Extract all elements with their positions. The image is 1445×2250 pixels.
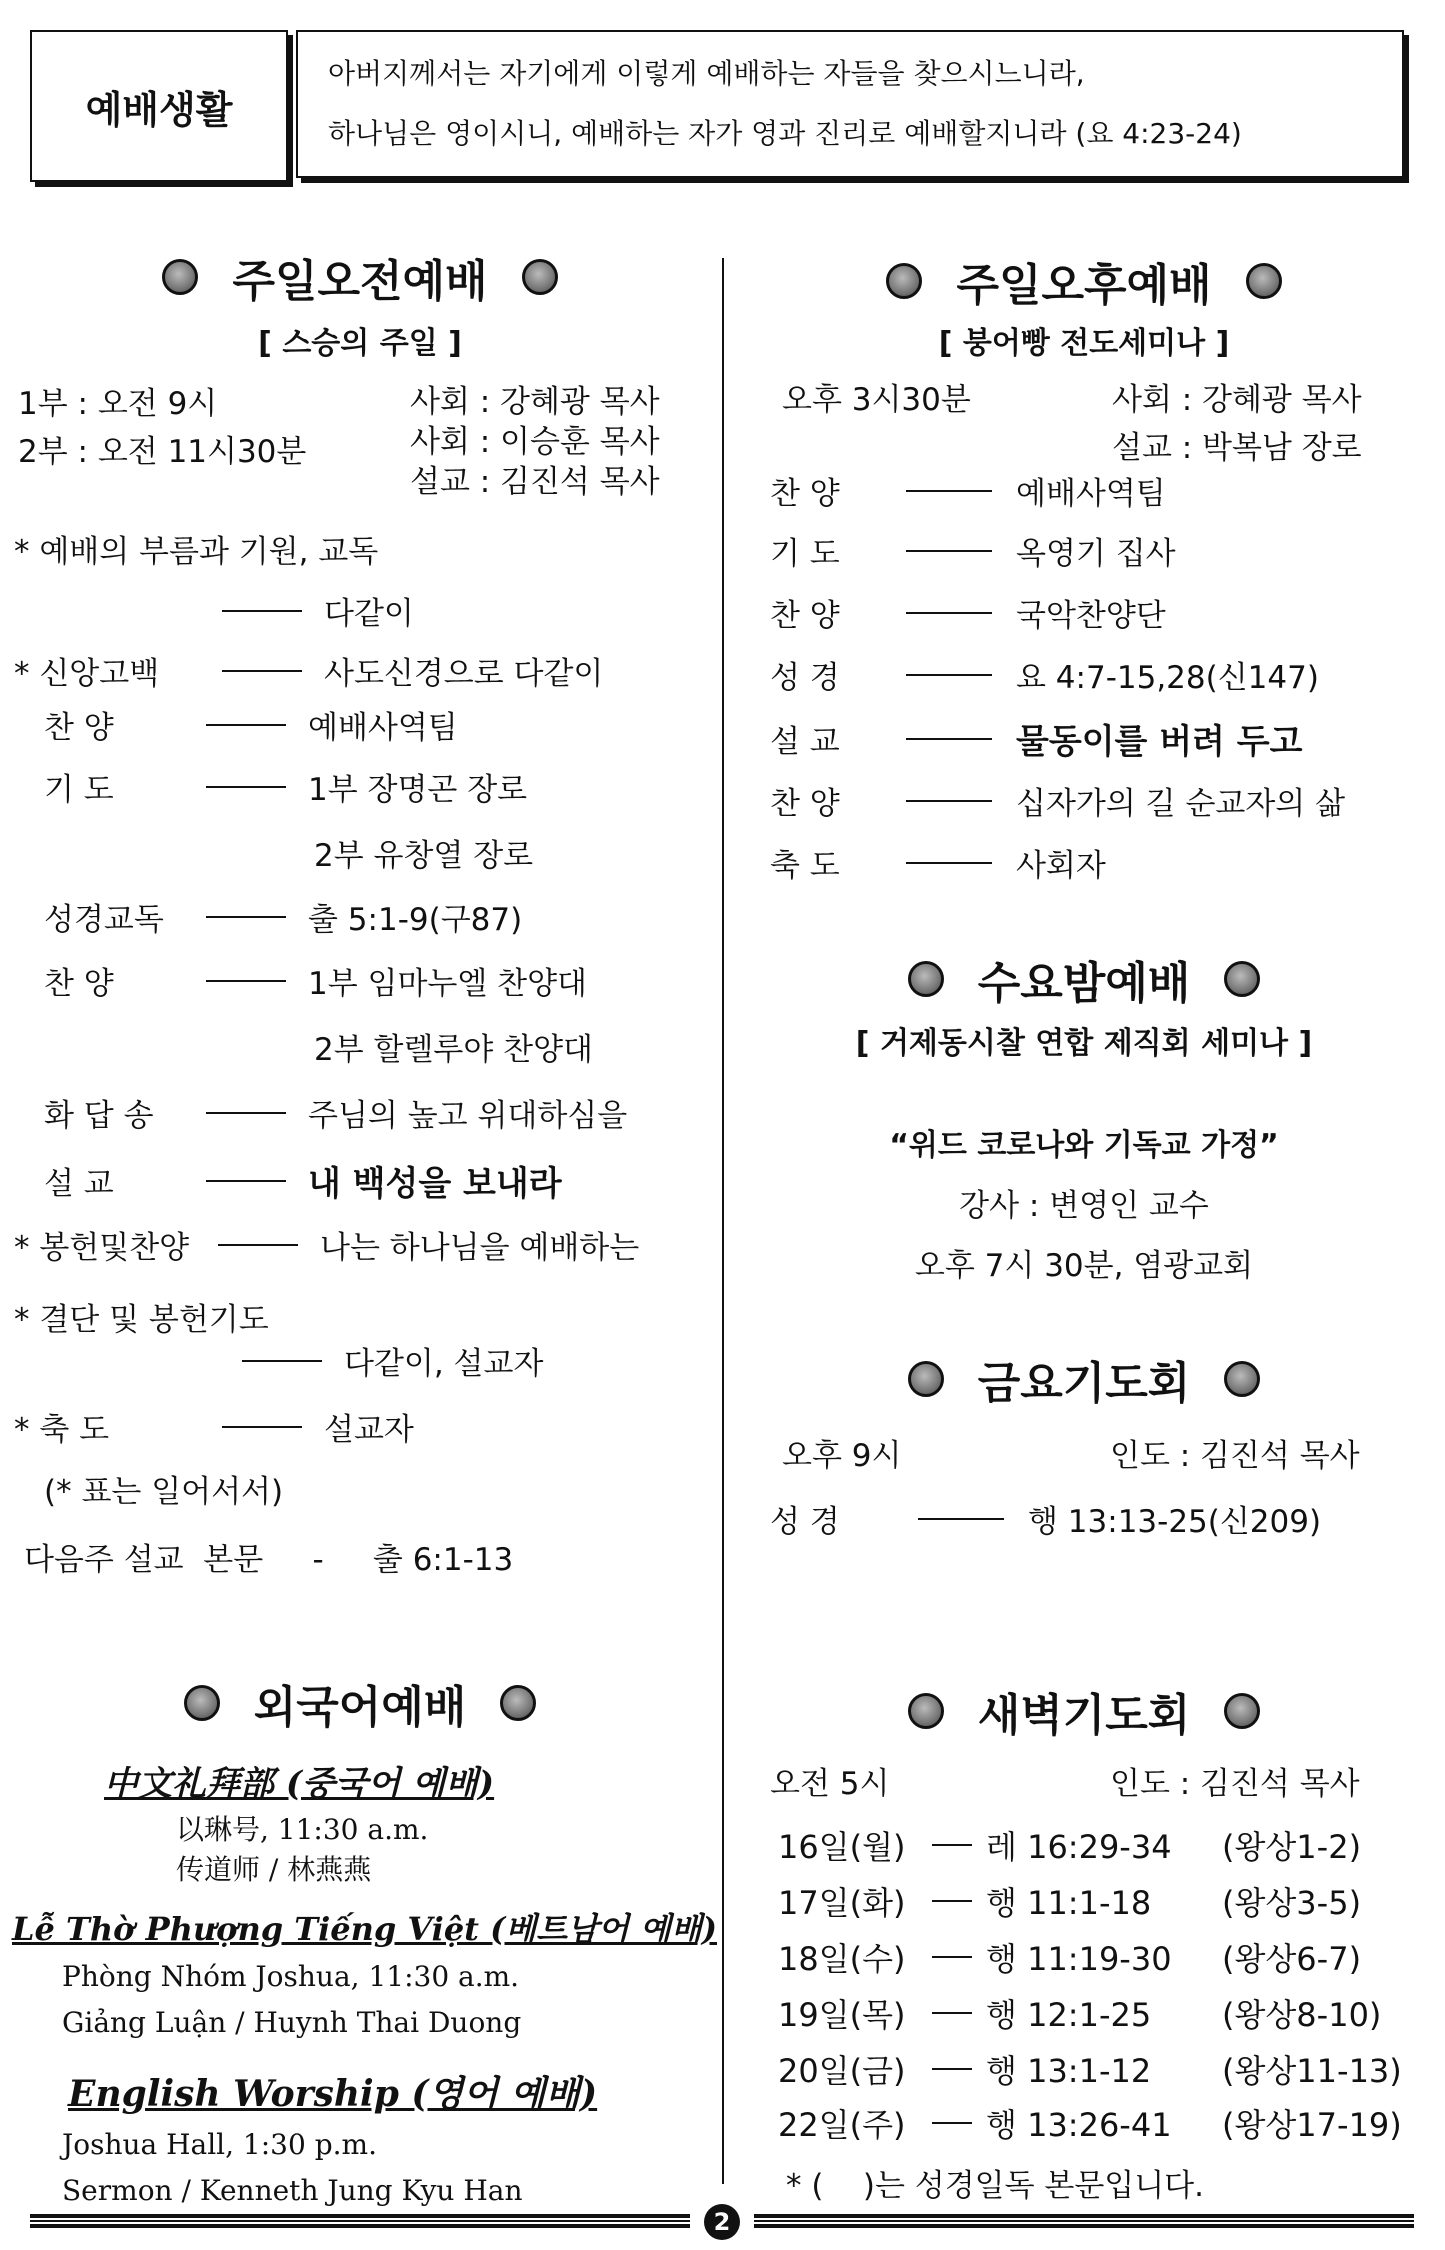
order-value: 2부 할렐루야 찬양대 [314,1032,593,1068]
bullet-icon [908,1693,944,1729]
leader-line [932,1844,972,1846]
vietnamese-line-2: Giảng Luận / Huynh Thai Duong [62,2006,522,2039]
order-label: * 축 도 [14,1412,110,1448]
leader-line [222,610,302,612]
verse-line-2: 하나님은 영이시니, 예배하는 자가 영과 진리로 예배할지니라 (요 4:23-24) [328,117,1242,150]
order-row [44,1156,562,1205]
wednesday-speaker: 강사 : 변영인 교수 [959,1188,1209,1224]
bullet-icon [908,961,944,997]
order-row [770,590,1166,635]
wednesday-service-heading [744,946,1424,1012]
order-label: * 봉헌및찬양 [14,1230,190,1266]
english-line-2: Sermon / Kenneth Jung Kyu Han [62,2174,523,2207]
leader-line [906,738,992,740]
afternoon-time: 오후 3시30분 [782,382,971,418]
chinese-line-2: 传道师 / 林燕燕 [176,1853,372,1886]
page-number: 2 [704,2204,740,2240]
section-title-box [30,30,288,182]
order-row [14,648,603,693]
order-value: 다같이, 설교자 [344,1346,544,1382]
leader-line [206,1180,286,1182]
verse-line-1: 아버지께서는 자기에게 이렇게 예배하는 자들을 찾으시느니라, [328,57,1085,90]
reading-text: 행 12:1-25 [986,1996,1152,2034]
afternoon-service-title: 주일오후예배 [956,260,1212,311]
next-week-text: 다음주 설교 본문 - 출 6:1-13 [24,1542,514,1578]
reading-text: 레 16:29-34 [986,1828,1172,1866]
bullet-icon [886,263,922,299]
morning-subtitle: [ 스승의 주일 ] [258,326,462,361]
leader-line [206,724,286,726]
morning-service-heading [20,244,700,310]
bullet-icon [500,1685,536,1721]
day-label: 18일(수) [778,1940,906,1978]
decision-prayer: * 결단 및 봉헌기도 [14,1302,269,1338]
dawn-prayer-heading [744,1678,1424,1744]
vietnamese-service-title: Lễ Thờ Phượng Tiếng Việt (베트남어 예배) [12,1910,717,1948]
reading-text: 행 11:1-18 [986,1884,1152,1922]
leader-line [206,786,286,788]
order-value: 설교자 [324,1412,414,1448]
list-item [778,1990,1381,2036]
leader-line [206,1112,286,1114]
order-value: 옥영기 집사 [1016,536,1176,572]
friday-leader: 인도 : 김진석 목사 [1110,1438,1360,1474]
reading-kings: (왕상1-2) [1222,1828,1362,1866]
bullet-icon [1246,263,1282,299]
order-value: 예배사역팀 [308,710,458,746]
wednesday-service-title: 수요밤예배 [977,958,1191,1009]
chinese-line-1: 以琳号, 11:30 a.m. [176,1813,429,1846]
order-label: * 신앙고백 [14,656,160,692]
service-time-2: 2부 : 오전 11시30분 [18,434,307,470]
order-row [44,702,458,747]
bullet-icon [908,1361,944,1397]
order-value: 십자가의 길 순교자의 삶 [1016,786,1346,822]
order-label: 찬 양 [44,710,114,746]
day-label: 17일(화) [778,1884,906,1922]
afternoon-subtitle: [ 붕어빵 전도세미나 ] [938,326,1230,361]
reading-text: 행 13:1-12 [986,2052,1152,2090]
order-label: 성경교독 [44,902,164,938]
order-value: 출 5:1-9(구87) [308,902,523,938]
leader-line [218,1244,298,1246]
sermon-title: 물동이를 버려 두고 [1016,722,1303,762]
order-value: 1부 임마누엘 찬양대 [308,966,587,1002]
order-value: 다같이 [324,596,414,632]
order-row [44,764,527,809]
order-value: 나는 하나님을 예배하는 [320,1230,640,1266]
order-row [770,468,1166,513]
list-item [778,2100,1402,2146]
order-label: 성 경 [770,1504,840,1540]
section-title: 예배생활 [85,87,233,132]
friday-prayer-title: 금요기도회 [977,1358,1191,1409]
leader-line [932,1956,972,1958]
leader-line [906,674,992,676]
leader-line [906,800,992,802]
order-value: 주님의 높고 위대하심을 [308,1098,628,1134]
bullet-icon [1224,1361,1260,1397]
order-value: 사도신경으로 다같이 [324,656,604,692]
foreign-service-heading [20,1670,700,1736]
leader-line [932,1900,972,1902]
leader-1: 사회 : 강혜광 목사 [410,384,660,420]
english-service-title: English Worship (영어 예배) [68,2073,598,2115]
service-time-1: 1부 : 오전 9시 [18,386,218,422]
list-item [778,1934,1361,1980]
leader-line [918,1518,1004,1520]
list-item [778,1822,1361,1868]
day-label: 20일(금) [778,2052,906,2090]
order-value: 요 4:7-15,28(신147) [1016,660,1319,696]
wednesday-time-place: 오후 7시 30분, 염광교회 [914,1248,1254,1284]
order-row [44,1090,627,1135]
reading-text: 행 11:19-30 [986,1940,1172,1978]
reading-kings: (왕상11-13) [1222,2052,1402,2090]
vietnamese-line-1: Phòng Nhóm Joshua, 11:30 a.m. [62,1960,520,1993]
order-label: 찬 양 [770,476,840,512]
order-label: 설 교 [44,1166,114,1202]
list-item [778,1878,1361,1924]
reading-kings: (왕상3-5) [1222,1884,1362,1922]
afternoon-preacher: 설교 : 박복남 장로 [1112,430,1362,466]
order-value: 사회자 [1016,848,1106,884]
order-row [770,1496,1321,1541]
bullet-icon [162,259,198,295]
leader-line [932,2068,972,2070]
leader-line [932,2012,972,2014]
leader-line [906,612,992,614]
bullet-icon [1224,961,1260,997]
order-value: 2부 유창열 장로 [314,838,534,874]
bullet-icon [522,259,558,295]
order-row [44,894,522,939]
order-row [770,528,1176,573]
friday-time: 오후 9시 [782,1438,902,1474]
friday-prayer-heading [744,1346,1424,1412]
dawn-time: 오전 5시 [770,1766,890,1802]
leader-line [222,1426,302,1428]
leader-line [906,550,992,552]
order-row [770,652,1319,697]
order-row [770,840,1106,885]
order-label: 축 도 [770,848,840,884]
reading-kings: (왕상17-19) [1222,2106,1402,2144]
order-label: 기 도 [44,772,114,808]
order-label: 성 경 [770,660,840,696]
order-label: 화 답 송 [44,1098,154,1134]
chinese-service-title: 中文礼拜部 (중국어 예배) [104,1764,495,1804]
footer-rule-right [754,2214,1414,2228]
order-row [770,778,1345,823]
day-label: 22일(주) [778,2106,906,2144]
order-row [242,1338,543,1383]
leader-line [242,1360,322,1362]
dawn-leader: 인도 : 김진석 목사 [1110,1766,1360,1802]
wednesday-subtitle: [ 거제동시찰 연합 제직회 세미나 ] [855,1026,1313,1061]
order-label: 찬 양 [770,786,840,822]
wednesday-topic: “위드 코로나와 기독교 가정” [889,1128,1279,1163]
bullet-icon [184,1685,220,1721]
morning-service-title: 주일오전예배 [232,256,488,307]
foreign-service-title: 외국어예배 [253,1682,467,1733]
leader-line [206,980,286,982]
list-item [778,2046,1402,2092]
leader-line [906,862,992,864]
sermon-title: 내 백성을 보내라 [308,1164,562,1204]
order-value: 국악찬양단 [1016,598,1166,634]
column-divider [722,258,724,2184]
dawn-note: * ( )는 성경일독 본문입니다. [786,2168,1204,2204]
order-label: 찬 양 [44,966,114,1002]
order-label: 설 교 [770,724,840,760]
order-value: 예배사역팀 [1016,476,1166,512]
afternoon-leader: 사회 : 강혜광 목사 [1112,382,1362,418]
leader-2: 사회 : 이승훈 목사 [410,424,660,460]
order-row [14,1404,414,1449]
afternoon-service-heading [744,248,1424,314]
leader-line [222,670,302,672]
order-label: 기 도 [770,536,840,572]
dawn-prayer-title: 새벽기도회 [977,1690,1191,1741]
leader-line [206,916,286,918]
day-label: 16일(월) [778,1828,906,1866]
footer-rule-left [30,2214,690,2228]
verse-box [296,30,1404,178]
order-row [14,1222,639,1267]
bullet-icon [1224,1693,1260,1729]
day-label: 19일(목) [778,1996,906,2034]
preacher: 설교 : 김진석 목사 [410,464,660,500]
reading-text: 행 13:26-41 [986,2106,1172,2144]
order-row [222,588,414,633]
leader-line [932,2122,972,2124]
leader-line [906,490,992,492]
reading-kings: (왕상6-7) [1222,1940,1362,1978]
order-label: 찬 양 [770,598,840,634]
english-line-1: Joshua Hall, 1:30 p.m. [62,2128,377,2161]
reading-kings: (왕상8-10) [1222,1996,1382,2034]
order-value: 1부 장명곤 장로 [308,772,528,808]
order-row [770,714,1302,763]
stand-note: (* 표는 일어서서) [44,1474,284,1510]
order-value: 행 13:13-25(신209) [1028,1504,1322,1540]
order-row [44,958,587,1003]
call-to-worship: * 예배의 부름과 기원, 교독 [14,534,379,570]
